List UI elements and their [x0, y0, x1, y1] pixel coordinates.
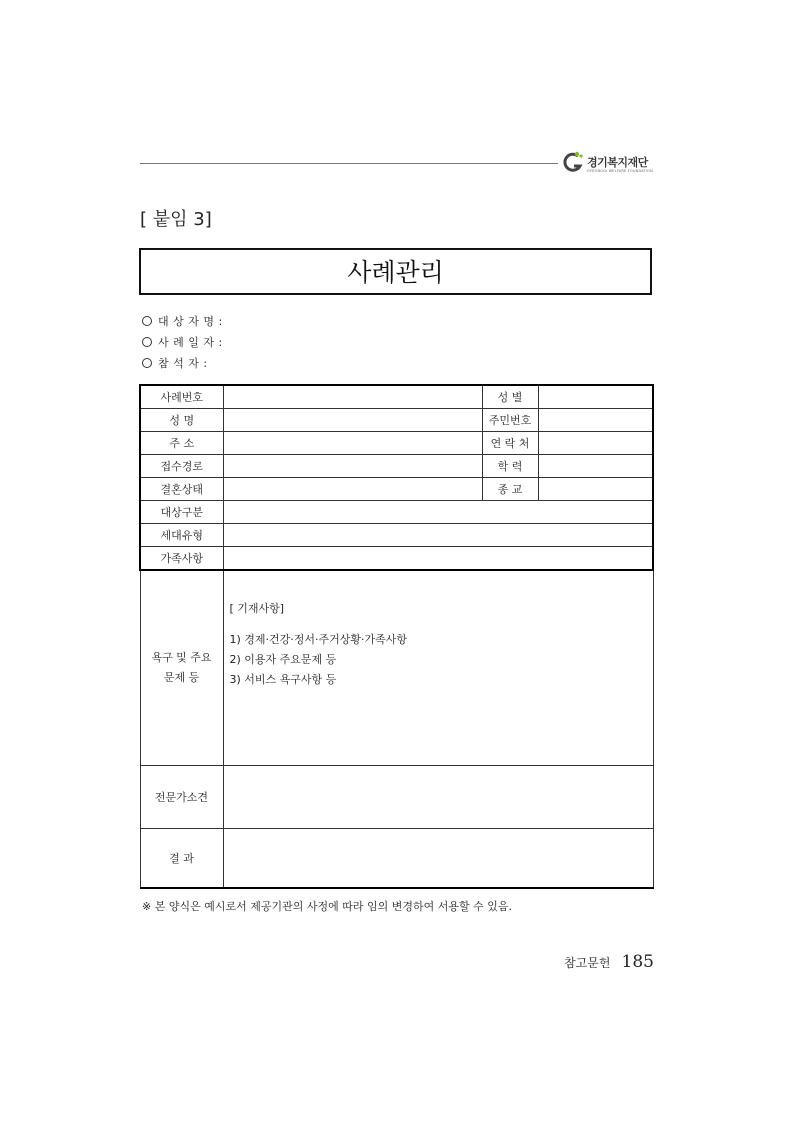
meta-line-attendees	[142, 355, 208, 371]
table-row	[140, 409, 653, 432]
case-no-label: 사례번호	[140, 385, 223, 409]
table-row	[140, 524, 653, 547]
family-field[interactable]	[223, 547, 653, 571]
table-row	[140, 547, 653, 571]
expert-opinion-field[interactable]	[223, 766, 653, 829]
title-box	[139, 248, 652, 295]
needs-guide-item: 1) 경제·건강·정서·주거상황·가족사항	[229, 633, 408, 646]
table-row	[140, 570, 653, 766]
org-logo	[560, 148, 660, 178]
table-row	[140, 829, 653, 889]
target-type-label: 대상구분	[140, 501, 223, 524]
result-field[interactable]	[223, 829, 653, 889]
address-label: 주 소	[140, 432, 223, 455]
circle-bullet-icon	[142, 337, 152, 347]
org-name-en: GYEONGGI WELFARE FOUNDATION	[587, 169, 653, 173]
table-row	[140, 385, 653, 409]
needs-guide-item: 2) 이용자 주요문제 등	[229, 653, 337, 666]
circle-bullet-icon	[142, 358, 152, 368]
rrn-field[interactable]	[538, 409, 653, 432]
needs-field[interactable]	[223, 570, 653, 766]
religion-field[interactable]	[538, 478, 653, 501]
table-row	[140, 432, 653, 455]
needs-label	[140, 570, 223, 766]
table-row	[140, 478, 653, 501]
needs-label-line-2: 문제 등	[163, 671, 200, 684]
meta-line-subject	[142, 313, 223, 329]
household-type-label: 세대유형	[140, 524, 223, 547]
address-field[interactable]	[223, 432, 482, 455]
meta-attendees-label: 참 석 자 :	[158, 357, 208, 370]
foundation-logo-icon	[562, 150, 584, 174]
gender-field[interactable]	[538, 385, 653, 409]
case-no-field[interactable]	[223, 385, 482, 409]
form-note: ※ 본 양식은 예시로서 제공기관의 사정에 따라 임의 변경하여 서용할 수 있음.	[142, 900, 512, 913]
needs-guide-item: 3) 서비스 욕구사항 등	[229, 673, 337, 686]
page-footer	[564, 952, 654, 972]
meta-line-date	[142, 334, 223, 350]
target-type-field[interactable]	[223, 501, 653, 524]
marital-label: 결혼상태	[140, 478, 223, 501]
attachment-label: [ 붙임 3]	[140, 209, 212, 230]
religion-label: 종 교	[482, 478, 538, 501]
page-number: 185	[621, 952, 654, 972]
contact-label: 연 락 처	[482, 432, 538, 455]
education-field[interactable]	[538, 455, 653, 478]
contact-field[interactable]	[538, 432, 653, 455]
table-row	[140, 455, 653, 478]
name-label: 성 명	[140, 409, 223, 432]
marital-field[interactable]	[223, 478, 482, 501]
header-rule	[140, 163, 558, 164]
intake-field[interactable]	[223, 455, 482, 478]
needs-guide	[230, 599, 647, 690]
needs-label-line-1: 욕구 및 주요	[151, 651, 212, 664]
circle-bullet-icon	[142, 316, 152, 326]
meta-date-label: 사 례 일 자 :	[158, 336, 223, 349]
intake-label: 접수경로	[140, 455, 223, 478]
org-name: 경기복지재단	[587, 156, 648, 169]
family-label: 가족사항	[140, 547, 223, 571]
result-label: 결 과	[140, 829, 223, 889]
table-row	[140, 501, 653, 524]
needs-guide-title: [ 기재사항]	[229, 602, 285, 615]
expert-opinion-label: 전문가소견	[140, 766, 223, 829]
case-form-table	[139, 384, 654, 889]
table-row	[140, 766, 653, 829]
household-type-field[interactable]	[223, 524, 653, 547]
page-title: 사례관리	[347, 258, 444, 287]
gender-label: 성 별	[482, 385, 538, 409]
rrn-label: 주민번호	[482, 409, 538, 432]
name-field[interactable]	[223, 409, 482, 432]
meta-subject-label: 대 상 자 명 :	[158, 315, 223, 328]
footer-section: 참고문헌	[564, 956, 611, 970]
education-label: 학 력	[482, 455, 538, 478]
